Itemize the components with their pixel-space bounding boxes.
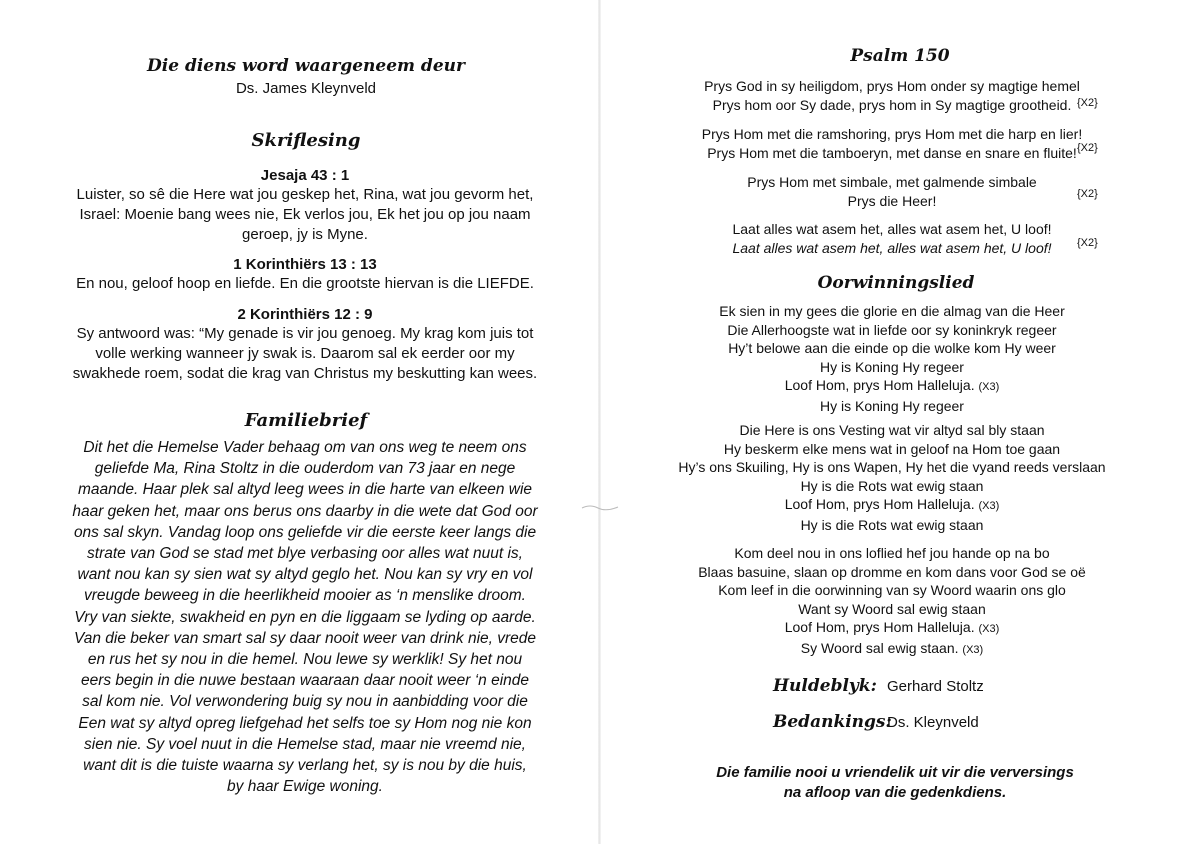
letter-line: strate van God se stad met blye verbasing oor alles wat nuut is, [87, 545, 523, 563]
hymn-line [600, 376, 1184, 397]
hymn-line: Kom leef in die oorwinning van sy Woord waarin ons glo [718, 582, 1066, 599]
tribute-label: Huldeblyk: [773, 676, 877, 696]
right-page [600, 0, 1200, 844]
repeat-mark: {X2} [1077, 188, 1098, 200]
reading-reference: Jesaja 43 : 1 [260, 167, 350, 184]
invitation [600, 763, 1190, 803]
hymn-line [600, 618, 1184, 639]
reading-line: Israel: Moenie bang wees nie, Ek verlos jou, Ek het jou op jou naam [79, 206, 531, 223]
hymn-line: Hy’t belowe aan die einde op die wolke kom Hy weer [728, 340, 1056, 357]
reading-text [0, 274, 610, 294]
psalm-line: Prys God in sy heiligdom, prys Hom onder sy magtige hemel [704, 78, 1080, 94]
hymn-line: Die Here is ons Vesting wat vir altyd sal bly staan [739, 422, 1045, 438]
repeat-mark: (X3) [978, 500, 1000, 513]
reading-reference: 1 Korinthiërs 13 : 13 [233, 256, 377, 273]
reading-line: Luister, so sê die Here wat jou geskep het, Rina, wat jou gevorm het, [76, 186, 534, 203]
reading-line: Sy antwoord was: “My genade is vir jou genoeg. My krag kom juis tot [76, 325, 534, 342]
family-letter [0, 437, 610, 797]
hymn-line [600, 495, 1184, 516]
letter-line: haar geken het, maar ons berus ons daarby in die wete dat God oor [72, 502, 538, 520]
letter-line: maande. Haar plek sal altyd leeg wees in die harte van elkeen wie [77, 481, 533, 499]
hymn-line: Die Allerhoogste wat in liefde oor sy koninkryk regeer [727, 321, 1057, 338]
psalm-line: Prys Hom met die tamboeryn, met danse en snare en fluite! [707, 144, 1077, 161]
repeat-mark: (X3) [978, 381, 1000, 394]
letter-line: Dit het die Hemelse Vader behaag om van ons weg te neem ons [83, 439, 527, 456]
letter-line: sien nie. Sy voel nuut in die Hemelse stad, maar nie vreemd nie, [84, 735, 526, 753]
hymn-line: Hy is die Rots wat ewig staan [800, 477, 984, 494]
thanks-name: Ds. Kleynveld [887, 714, 979, 731]
hymn-stanza [600, 302, 1184, 416]
reading-line: geroep, jy is Myne. [242, 226, 368, 243]
repeat-mark: {X2} [1077, 142, 1098, 154]
letter-line: sal kom nie. Vol verwondering buig sy nou in aanbidding voor die [82, 693, 528, 711]
hymn-line-text: Loof Hom, prys Hom Halleluja. [784, 619, 975, 636]
hymn-line-text: Loof Hom, prys Hom Halleluja. [784, 377, 975, 394]
letter-line: Vry van siekte, swakheid en pyn en die liggaam se lyding op aarde. [74, 608, 536, 626]
hymn-line: Kom deel nou in ons loflied hef jou hande op na bo [734, 545, 1050, 561]
invitation-line: na afloop van die gedenkdiens. [783, 784, 1007, 801]
letter-line: vreugde beweeg in die heerlikheid mooier as ‘n menslike droom. [84, 587, 526, 605]
hymn-line: Hy is die Rots wat ewig staan [800, 516, 984, 533]
letter-heading: Familiebrief [244, 410, 368, 431]
reading-line: En nou, geloof hoop en liefde. En die grootste hiervan is die LIEFDE. [76, 275, 534, 292]
tribute-row [773, 676, 984, 696]
tribute-name: Gerhard Stoltz [887, 678, 984, 695]
hymn-line [600, 639, 1184, 660]
reading-text [0, 324, 610, 384]
hymn-line: Hy is Koning Hy regeer [820, 397, 964, 414]
psalm-line: Laat alles wat asem het, alles wat asem het, U loof! [732, 221, 1052, 237]
psalm-line: Prys hom oor Sy dade, prys hom in Sy magtige grootheid. [712, 96, 1072, 113]
hymn-stanza [600, 421, 1184, 535]
letter-line: ons sal skyn. Vandag loop ons geliefde vir die eerste keer langs die [73, 523, 537, 541]
hymn-line: Want sy Woord sal ewig staan [798, 600, 986, 617]
repeat-mark: (X3) [978, 623, 1000, 636]
reading-line: swakhede roem, sodat die krag van Christus my beskutting kan wees. [72, 365, 538, 382]
letter-line: Van die beker van smart sal sy daar nooit weer van drink nie, vrede [73, 629, 537, 647]
reading-line: volle werking wanneer jy swak is. Daarom sal ek eerder oor my [95, 345, 515, 362]
letter-line: Een wat sy altyd opreg liefgehad het selfs toe sy Hom nog nie kon [78, 714, 532, 732]
repeat-mark: (X3) [962, 643, 984, 656]
hymn-stanza [600, 544, 1184, 660]
letter-line: want nou kan sy sien wat sy altyd geglo het. Nou kan sy vry en vol [77, 566, 533, 584]
psalm-line: Laat alles wat asem het, alles wat asem het, U loof! [732, 239, 1052, 256]
hymn-line: Hy beskerm elke mens wat in geloof na Hom toe gaan [723, 440, 1061, 457]
repeat-mark: {X2} [1077, 97, 1098, 109]
hymn-line-text: Sy Woord sal ewig staan. [800, 639, 959, 656]
psalm-line: Prys die Heer! [847, 192, 937, 209]
reading-reference: 2 Korinthiërs 12 : 9 [237, 306, 373, 323]
letter-line: want dit is die tuiste waarna sy verlang het, sy is nou by die huis, [83, 757, 527, 775]
psalm-heading: Psalm 150 [850, 46, 950, 66]
hymn-heading: Oorwinningslied [817, 273, 975, 293]
hymn-line: Ek sien in my gees die glorie en die almag van die Heer [719, 303, 1065, 319]
service-heading: Die diens word waargeneem deur [147, 56, 465, 76]
hymn-line-text: Loof Hom, prys Hom Halleluja. [784, 496, 975, 513]
hymn-line: Hy’s ons Skuiling, Hy is ons Wapen, Hy het die vyand reeds verslaan [678, 459, 1106, 476]
hymn-line: Blaas basuine, slaan op dromme en kom dans voor God se oë [698, 563, 1086, 580]
thanks-row [773, 712, 979, 732]
letter-line: geliefde Ma, Rina Stoltz in die ouderdom van 73 jaar en nege [94, 460, 516, 478]
repeat-mark: {X2} [1077, 237, 1098, 249]
invitation-line: Die familie nooi u vriendelik uit vir die verversings [716, 764, 1074, 781]
letter-line: en rus het sy nou in die hemel. Nou lewe sy werklik! Sy het nou [87, 651, 523, 669]
reading-text [0, 185, 610, 245]
hymn-line: Hy is Koning Hy regeer [820, 358, 964, 375]
officiant-name: Ds. James Kleynveld [235, 80, 377, 97]
psalm-line: Prys Hom met simbale, met galmende simbale [747, 174, 1037, 190]
thanks-label: Bedankings: [773, 712, 892, 732]
readings-heading: Skriflesing [251, 130, 361, 151]
psalm-line: Prys Hom met die ramshoring, prys Hom met die harp en lier! [701, 126, 1083, 142]
letter-line: eers begin in die nuwe bestaan waaraan daar nooit weer ‘n einde [80, 672, 530, 690]
letter-line: by haar Ewige woning. [227, 778, 383, 796]
